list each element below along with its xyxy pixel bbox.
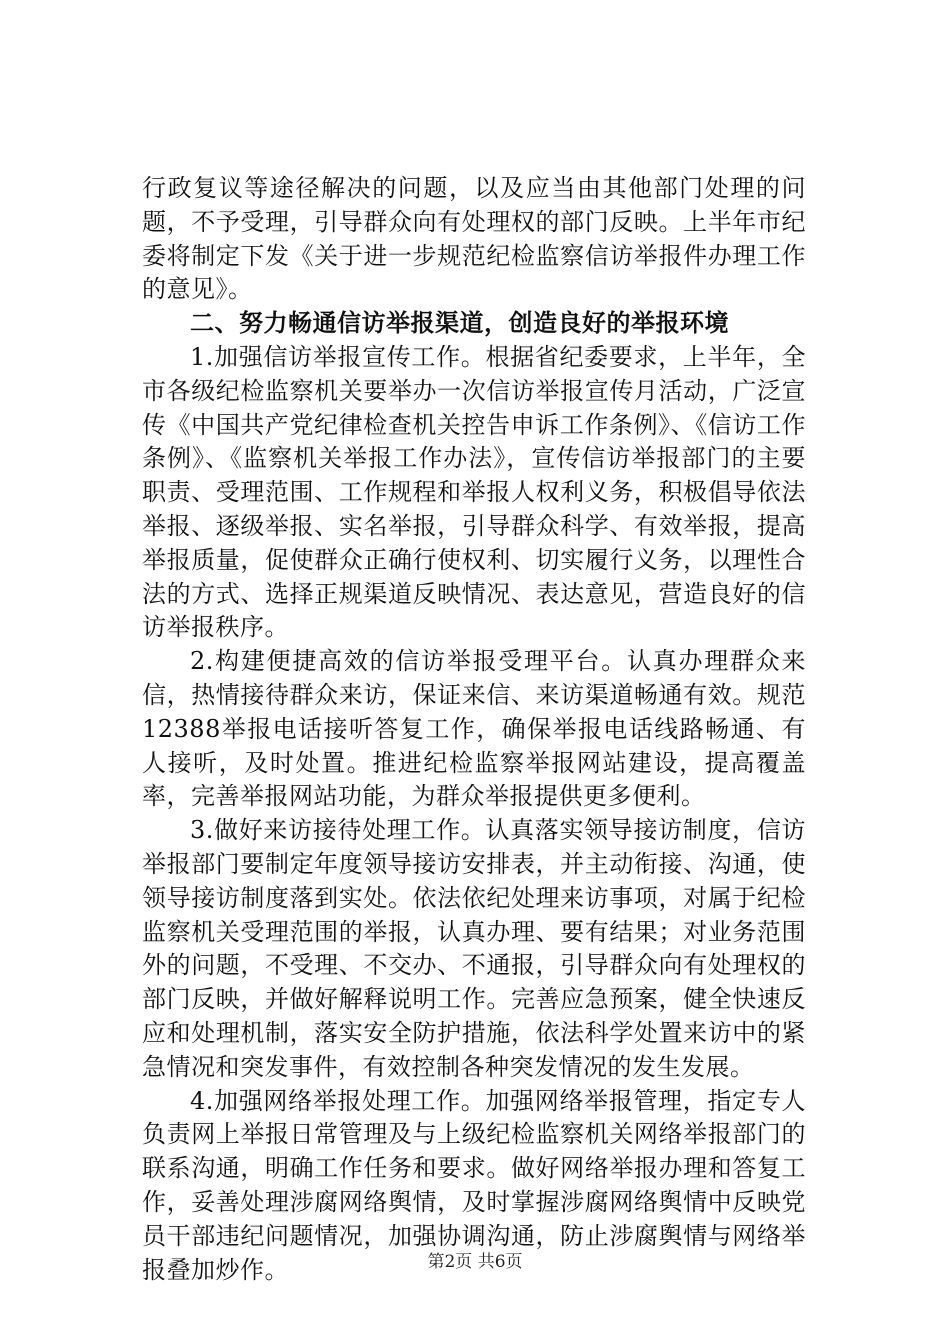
- paragraph-item-3: 3.做好来访接待处理工作。认真落实领导接访制度，信访举报部门要制定年度领导接访安排表，并主动衔接、沟通，使领导接访制度落到实处。依法依纪处理来访事项，对属于纪检监察机关受理范围的举报，认真办理、要有结果；对业务范围外的问题，不受理、不交办、不通报，引导群众向有处理权的部门反映，并做好解释说明工作。完善应急预案，健全快速反应和处理机制，落实安全防护措施，依法科学处置来访中的紧急情况和突发事件，有效控制各种突发情况的发生发展。: [142, 816, 806, 1081]
- page-number-footer: 第2页 共6页: [427, 1252, 523, 1272]
- paragraph-item-1: 1.加强信访举报宣传工作。根据省纪委要求，上半年，全市各级纪检监察机关要举办一次信访举报宣传月活动，广泛宣传《中国共产党纪律检查机关控告申诉工作条例》、《信访工作条例》、《监察机关举报工作办法》，宣传信访举报部门的主要职责、受理范围、工作规程和举报人权利义务，积极倡导依法举报、逐级举报、实名举报，引导群众科学、有效举报，提高举报质量，促使群众正确行使权利、切实履行义务，以理性合法的方式、选择正规渠道反映情况、表达意见，营造良好的信访举报秩序。: [142, 342, 806, 642]
- paragraph-item-2: 2.构建便捷高效的信访举报受理平台。认真办理群众来信，热情接待群众来访，保证来信、来访渠道畅通有效。规范12388举报电话接听答复工作，确保举报电话线路畅通、有人接听，及时处置。推进纪检监察举报网站建设，提高覆盖率，完善举报网站功能，为群众举报提供更多便利。: [142, 647, 806, 811]
- section-heading: 二、努力畅通信访举报渠道，创造良好的举报环境: [190, 309, 729, 338]
- paragraph-continuation: 行政复议等途径解决的问题，以及应当由其他部门处理的问题，不予受理，引导群众向有处理权的部门反映。上半年市纪委将制定下发《关于进一步规范纪检监察信访举报件办理工作的意见》。: [142, 174, 806, 304]
- document-body: [142, 172, 806, 1287]
- paragraph-item-4: 4.加强网络举报处理工作。加强网络举报管理，指定专人负责网上举报日常管理及与上级纪检监察机关网络举报部门的联系沟通，明确工作任务和要求。做好网络举报办理和答复工作，妥善处理涉腐网络舆情，及时掌握涉腐网络舆情中反映党员干部违纪问题情况，加强协调沟通，防止涉腐舆情与网络举报叠加炒作。: [142, 1086, 806, 1284]
